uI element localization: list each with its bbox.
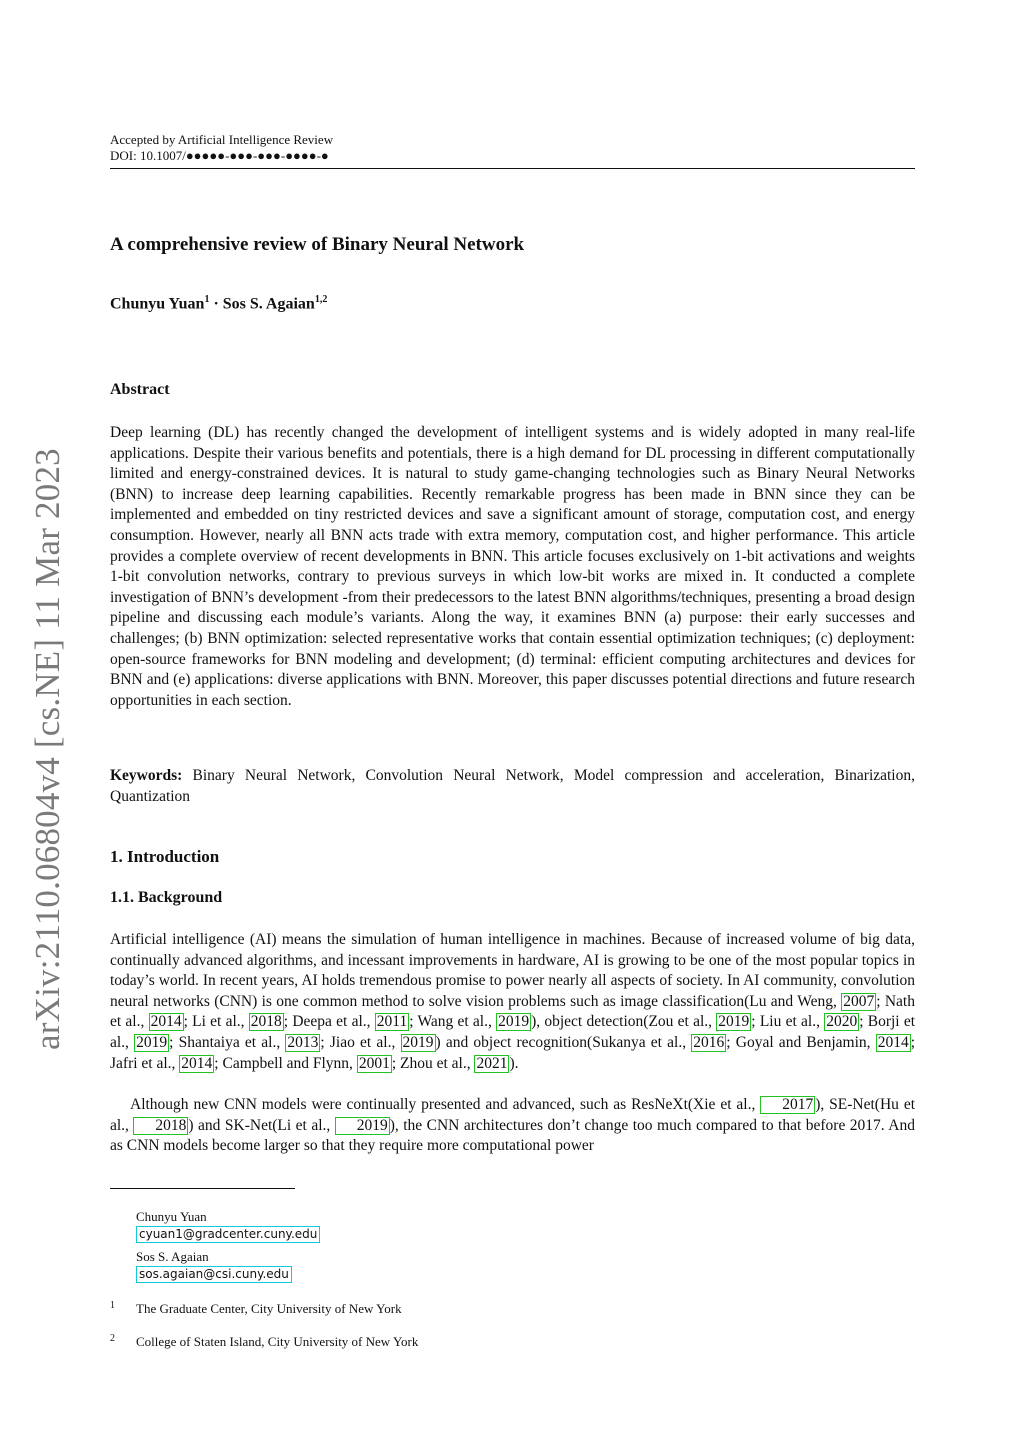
keywords-label: Keywords: xyxy=(110,767,183,784)
citation-link[interactable]: 2001 xyxy=(358,1054,390,1072)
author-contact-1 xyxy=(136,1208,320,1243)
abstract-text: Deep learning (DL) has recently changed the development of intelligent systems and is widely adopted in many real-life applications. Despite their various benefits and potentials, there is a high demand for DL processing in different computationally limited and energy-constrained devices. It is natural to study game-changing technologies such as Binary Neural Networks (BNN) to increase deep learning capabilities. Recently remarkable progress has been made in BNN since they can be implemented and embedded on tiny restricted devices and save a significant amount of storage, computation cost, and energy consumption. However, nearly all BNN acts trade with extra memory, computation cost, and higher performance. This article provides a complete overview of recent developments in BNN. This article focuses exclusively on 1-bit activations and weights 1-bit convolution networks, contrary to previous surveys in which low-bit works are mixed in. It conducted a complete investigation of BNN’s development -from their predecessors to the latest BNN algorithms/techniques, presenting a broad design pipeline and discussing each module’s variants. Along the way, it examines BNN (a) purpose: their early successes and challenges; (b) BNN optimization: selected representative works that contain essential optimization techniques; (c) deployment: open-source frameworks for BNN modeling and development; (d) terminal: efficient computing architectures and devices for BNN and (e) applications: diverse applications with BNN. Moreover, this paper discusses potential directions and future research opportunities in each section. xyxy=(110,424,915,709)
affiliation-text: College of Staten Island, City University of New York xyxy=(136,1334,419,1349)
citation-link[interactable]: 2017 xyxy=(760,1096,815,1114)
paragraph-text: ; Liu et al., xyxy=(751,1013,825,1031)
paragraph-text: ). xyxy=(509,1054,519,1072)
accepted-line: Accepted by Artificial Intelligence Review xyxy=(110,132,334,147)
journal-header xyxy=(110,132,915,164)
author-affiliation-mark: 1,2 xyxy=(314,294,328,305)
citation-link[interactable]: 2011 xyxy=(376,1013,408,1031)
author-affiliation-mark: 1 xyxy=(204,294,210,305)
citation-link[interactable]: 2019 xyxy=(402,1033,434,1051)
citation-link[interactable]: 2018 xyxy=(250,1013,282,1031)
citation-link[interactable]: 2021 xyxy=(476,1054,508,1072)
paragraph-text: ; Deepa et al., xyxy=(283,1013,375,1031)
citation-link[interactable]: 2019 xyxy=(718,1013,750,1031)
paragraph-text: ; Goyal and Benjamin, xyxy=(726,1033,876,1051)
footnote-number: 1 xyxy=(110,1300,115,1311)
email-link[interactable]: sos.agaian@csi.cuny.edu xyxy=(136,1266,292,1283)
footnote-divider xyxy=(110,1188,295,1189)
citation-link[interactable]: 2019 xyxy=(335,1117,390,1135)
section-heading-introduction: 1. Introduction xyxy=(110,847,220,866)
paragraph-text: ; Wang et al., xyxy=(409,1013,497,1031)
citation-link[interactable]: 2014 xyxy=(181,1054,213,1072)
body-paragraph xyxy=(110,1095,915,1157)
paragraph-text: ; Borji et al., xyxy=(110,1013,916,1051)
subsection-heading-background: 1.1. Background xyxy=(110,889,223,906)
author-name: Chunyu Yuan xyxy=(110,295,205,313)
paragraph-text: ), the CNN architectures don’t change too much compared to that before 2017. And as CNN models become larger so that they require more computational power xyxy=(110,1116,915,1155)
paragraph-text: ), SE-Net(Hu et al., xyxy=(110,1096,915,1134)
author-separator: · xyxy=(209,295,223,313)
paragraph-text: ; Jafri et al., xyxy=(110,1033,915,1072)
doi-line: DOI: 10.1007/●●●●●-●●●-●●●-●●●●-● xyxy=(110,148,329,163)
body-paragraph xyxy=(110,930,915,1074)
email-link[interactable]: cyuan1@gradcenter.cuny.edu xyxy=(136,1226,320,1243)
citation-link[interactable]: 2014 xyxy=(877,1033,909,1051)
paragraph-text: ; Campbell and Flynn, xyxy=(214,1054,357,1072)
footnote-author-name: Chunyu Yuan xyxy=(136,1209,207,1224)
citation-link[interactable]: 2019 xyxy=(498,1013,530,1031)
paper-title: A comprehensive review of Binary Neural Network xyxy=(110,234,525,255)
citation-link[interactable]: 2020 xyxy=(826,1013,858,1031)
arxiv-identifier: arXiv:2110.06804v4 [cs.NE] 11 Mar 2023 xyxy=(28,448,67,1050)
header-divider xyxy=(110,168,915,169)
footnote-author-name: Sos S. Agaian xyxy=(136,1249,209,1264)
keywords xyxy=(110,766,915,807)
paragraph-text: ) and object recognition(Sukanya et al., xyxy=(435,1033,692,1051)
paragraph-text: ; Jiao et al., xyxy=(320,1033,401,1051)
affiliation-text: The Graduate Center, City University of New York xyxy=(136,1301,402,1316)
paragraph-text: Although new CNN models were continually presented and advanced, such as ResNeXt(Xie et al., xyxy=(130,1096,761,1113)
citation-link[interactable]: 2019 xyxy=(136,1033,168,1051)
citation-link[interactable]: 2013 xyxy=(287,1033,319,1051)
abstract-heading: Abstract xyxy=(110,381,170,398)
citation-link[interactable]: 2014 xyxy=(150,1013,182,1031)
footnote-number: 2 xyxy=(110,1333,115,1344)
paragraph-text: ; Shantaiya et al., xyxy=(169,1033,286,1051)
keywords-text: Binary Neural Network, Convolution Neural Network, Model compression and acceleration, Binarization, Quantization xyxy=(110,767,915,805)
citation-link[interactable]: 2016 xyxy=(693,1033,725,1051)
citation-link[interactable]: 2007 xyxy=(843,992,875,1010)
paragraph-text: ; Zhou et al., xyxy=(391,1054,475,1072)
author-contact-2 xyxy=(136,1248,292,1283)
paragraph-text: ; Nath et al., xyxy=(110,992,915,1031)
paragraph-text: ), object detection(Zou et al., xyxy=(531,1013,717,1031)
author-list xyxy=(110,294,327,313)
paragraph-text: ; Li et al., xyxy=(183,1013,249,1031)
citation-link[interactable]: 2018 xyxy=(133,1117,188,1135)
paragraph-text: ) and SK-Net(Li et al., xyxy=(188,1116,335,1134)
paragraph-text: Artificial intelligence (AI) means the simulation of human intelligence in machines. Because of increased volume of big data, continually advanced algorithms, and incessant improvements in hardware, AI is growing to be one of the most popular topics in today’s world. In recent years, AI holds tremendous promise to power nearly all aspects of society. In AI community, convolution neural networks (CNN) is one common method to solve vision problems such as image classification(Lu and Weng, xyxy=(110,931,915,1010)
author-name: Sos S. Agaian xyxy=(222,295,315,313)
